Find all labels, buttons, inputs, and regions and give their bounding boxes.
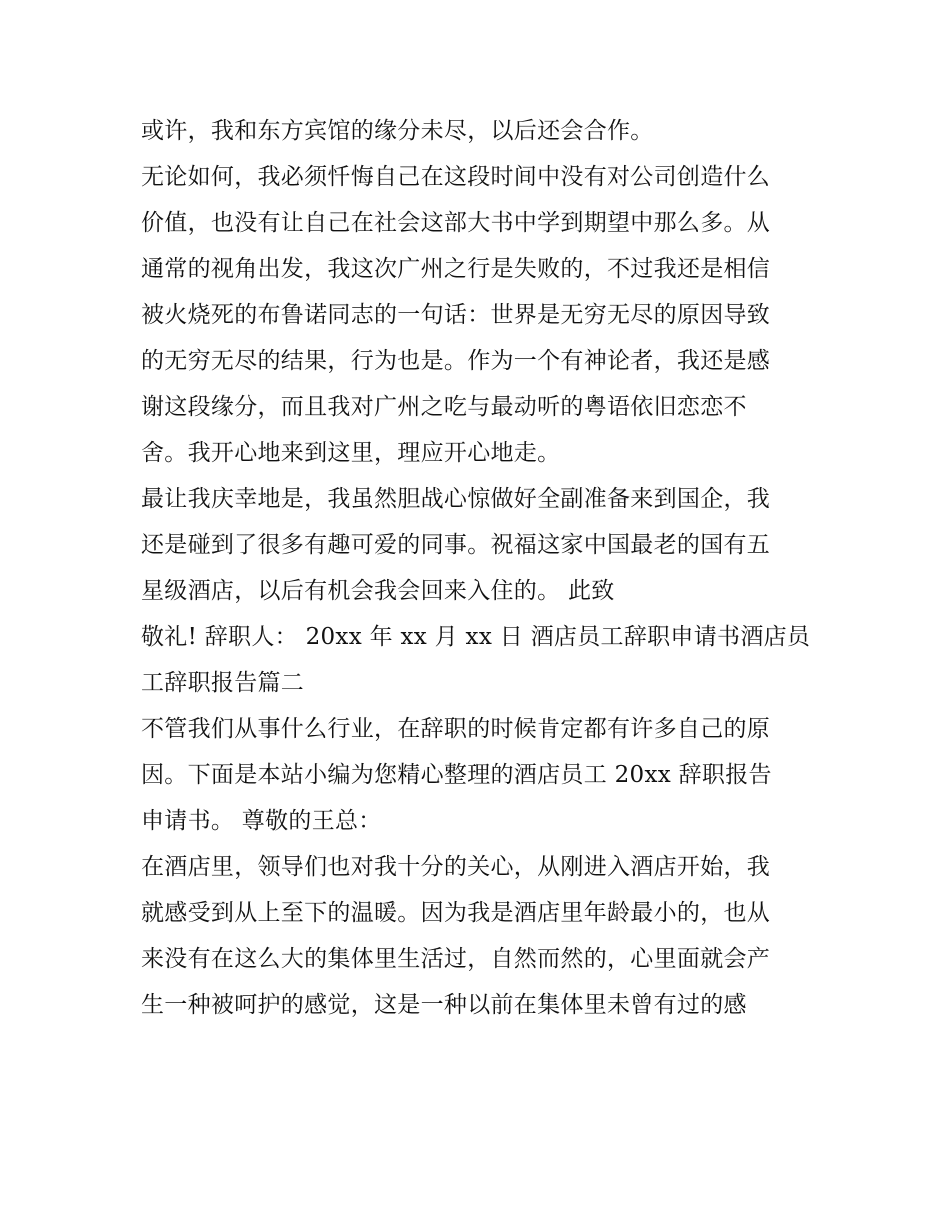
text-line: 申请书。 尊敬的王总： (141, 808, 382, 834)
text-line: 工辞职报告篇二 (141, 670, 305, 696)
text-line: 因。下面是本站小编为您精心整理的酒店员工 20xx 辞职报告 (141, 762, 772, 788)
text-line: 被火烧死的布鲁诺同志的一句话：世界是无穷无尽的原因导致 (141, 302, 771, 328)
document-body (141, 108, 821, 1028)
text-line: 价值，也没有让自己在社会这部大书中学到期望中那么多。从 (141, 210, 771, 236)
text-line: 还是碰到了很多有趣可爱的同事。祝福这家中国最老的国有五 (141, 532, 771, 558)
text-line: 在酒店里，领导们也对我十分的关心，从刚进入酒店开始，我 (141, 854, 771, 880)
text-line: 生一种被呵护的感觉，这是一种以前在集体里未曾有过的感 (141, 992, 747, 1018)
text-line: 舍。我开心地来到这里，理应开心地走。 (141, 440, 561, 466)
text-line: 谢这段缘分，而且我对广州之吃与最动听的粤语依旧恋恋不 (141, 394, 747, 420)
text-line: 星级酒店，以后有机会我会回来入住的。 此致 (141, 578, 615, 604)
text-line: 的无穷无尽的结果，行为也是。作为一个有神论者，我还是感 (141, 348, 771, 374)
text-line: 来没有在这么大的集体里生活过，自然而然的，心里面就会产 (141, 946, 771, 972)
text-line: 不管我们从事什么行业，在辞职的时候肯定都有许多自己的原 (141, 716, 771, 742)
text-line: 敬礼! 辞职人： 20xx 年 xx 月 xx 日 酒店员工辞职申请书酒店员 (141, 624, 811, 650)
text-line: 无论如何，我必须忏悔自己在这段时间中没有对公司创造什么 (141, 164, 771, 190)
text-line: 通常的视角出发，我这次广州之行是失败的，不过我还是相信 (141, 256, 771, 282)
text-line: 最让我庆幸地是，我虽然胆战心惊做好全副准备来到国企，我 (141, 486, 771, 512)
text-line: 或许，我和东方宾馆的缘分未尽，以后还会合作。 (141, 118, 654, 144)
text-line: 就感受到从上至下的温暖。因为我是酒店里年龄最小的，也从 (141, 900, 771, 926)
